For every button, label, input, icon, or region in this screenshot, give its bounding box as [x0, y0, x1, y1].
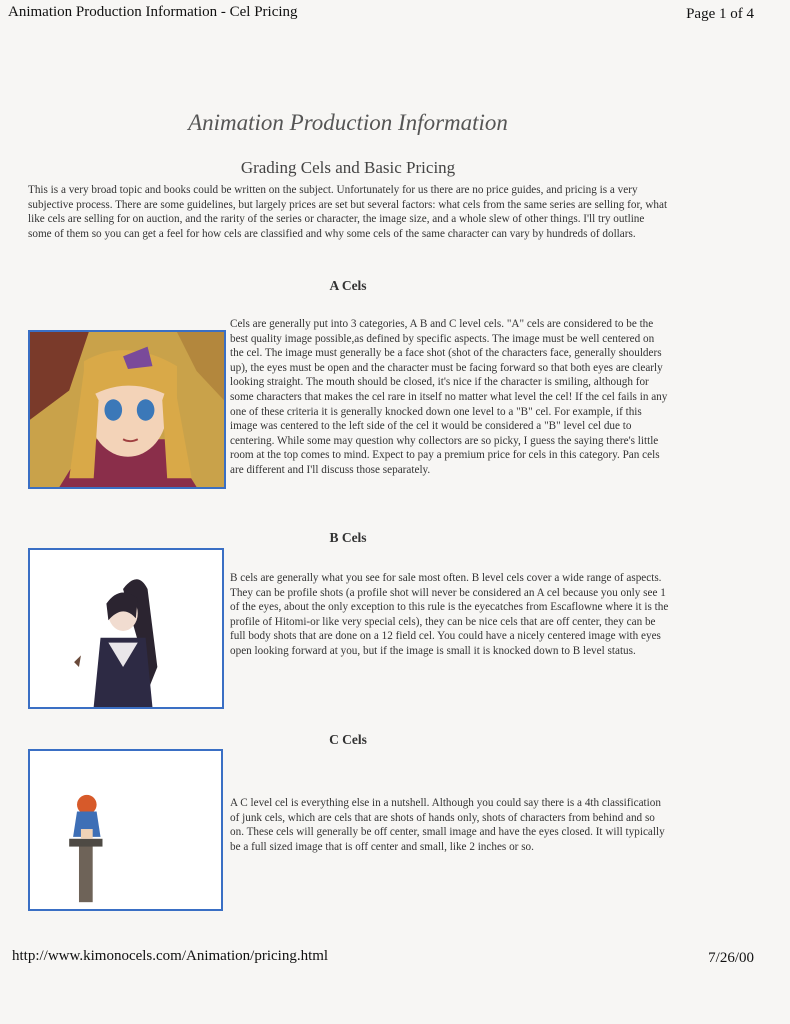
b-cels-paragraph: B cels are generally what you see for sale most often. B level cels cover a wide range of aspects. They can be profile shots (a profile shot will never be considered an A cel because you only see 1 of the eyes, about the only exception to this rule is the eyecatches from Escaflowne where it is the profile of Hitomi-or like very special cels), they can be nice cels that are off center, they can be full body shots that are done on a 12 field cel. You could have a nicely centered image with eyes open looking forward at you, but if the image is small it is knocked down to B level status.: [230, 572, 669, 657]
a-cels-paragraph: Cels are generally put into 3 categories, A B and C level cels. "A" cels are considered to be the best quality image possible,as defined by specific aspects. The image must be well centered on the cel. The image must generally be a face shot (shot of the characters face, generally shoulders up), the eyes must be open and the character must be facing forward so that both eyes are clearly looking straight. The mouth should be closed, it's nice if the character is smiling, although for some characters that makes the cel rare in itself no matter what level the cel! If the cel fails in any one of these criteria it is generally knocked down one level to a "B" cel. For example, if this image was centered to the left side of the cel it would be considered a "B" level cel due to centering. While some may question why collectors are so picky, I guess the saying there's little room at the top comes to mind. Expect to pay a premium price for cels in this category. Pan cels are different and I'll discuss those separately.: [230, 318, 668, 476]
main-title: Animation Production Information: [188, 110, 508, 135]
footer-date: 7/26/00: [708, 950, 754, 966]
page-number: Page 1 of 4: [686, 6, 754, 22]
c-cel-image: [28, 749, 223, 911]
c-cels-heading: C Cels: [329, 732, 367, 747]
a-cels-heading: A Cels: [329, 278, 367, 293]
footer-url: http://www.kimonocels.com/Animation/pricing.html: [12, 948, 329, 964]
subtitle: Grading Cels and Basic Pricing: [240, 158, 456, 177]
b-cels-heading: B Cels: [329, 530, 367, 545]
b-cel-image: [28, 548, 224, 709]
c-cels-paragraph: A C level cel is everything else in a nutshell. Although you could say there is a 4th classification of junk cels, which are cels that are shots of hands only, shots of characters from behind and so on. These cels will generally be off center, small image and have the eyes closed. It will typically be a full sized image that is off center and small, like 2 inches or so.: [230, 797, 665, 853]
page-header-title: Animation Production Information - Cel Pricing: [8, 4, 298, 20]
a-cel-image: [28, 330, 226, 489]
intro-paragraph: This is a very broad topic and books could be written on the subject. Unfortunately for us there are no price guides, and pricing is a very subjective process. There are some guidelines, but largely prices are set but several factors: what cels from the same series are selling for, what like cels are selling for on auction, and the rarity of the series or character, the image size, and a whole slew of other things. I'll try outline some of them so you can get a feel for how cels are classified and why some cels of the same character can vary by hundreds of dollars.: [28, 184, 668, 240]
